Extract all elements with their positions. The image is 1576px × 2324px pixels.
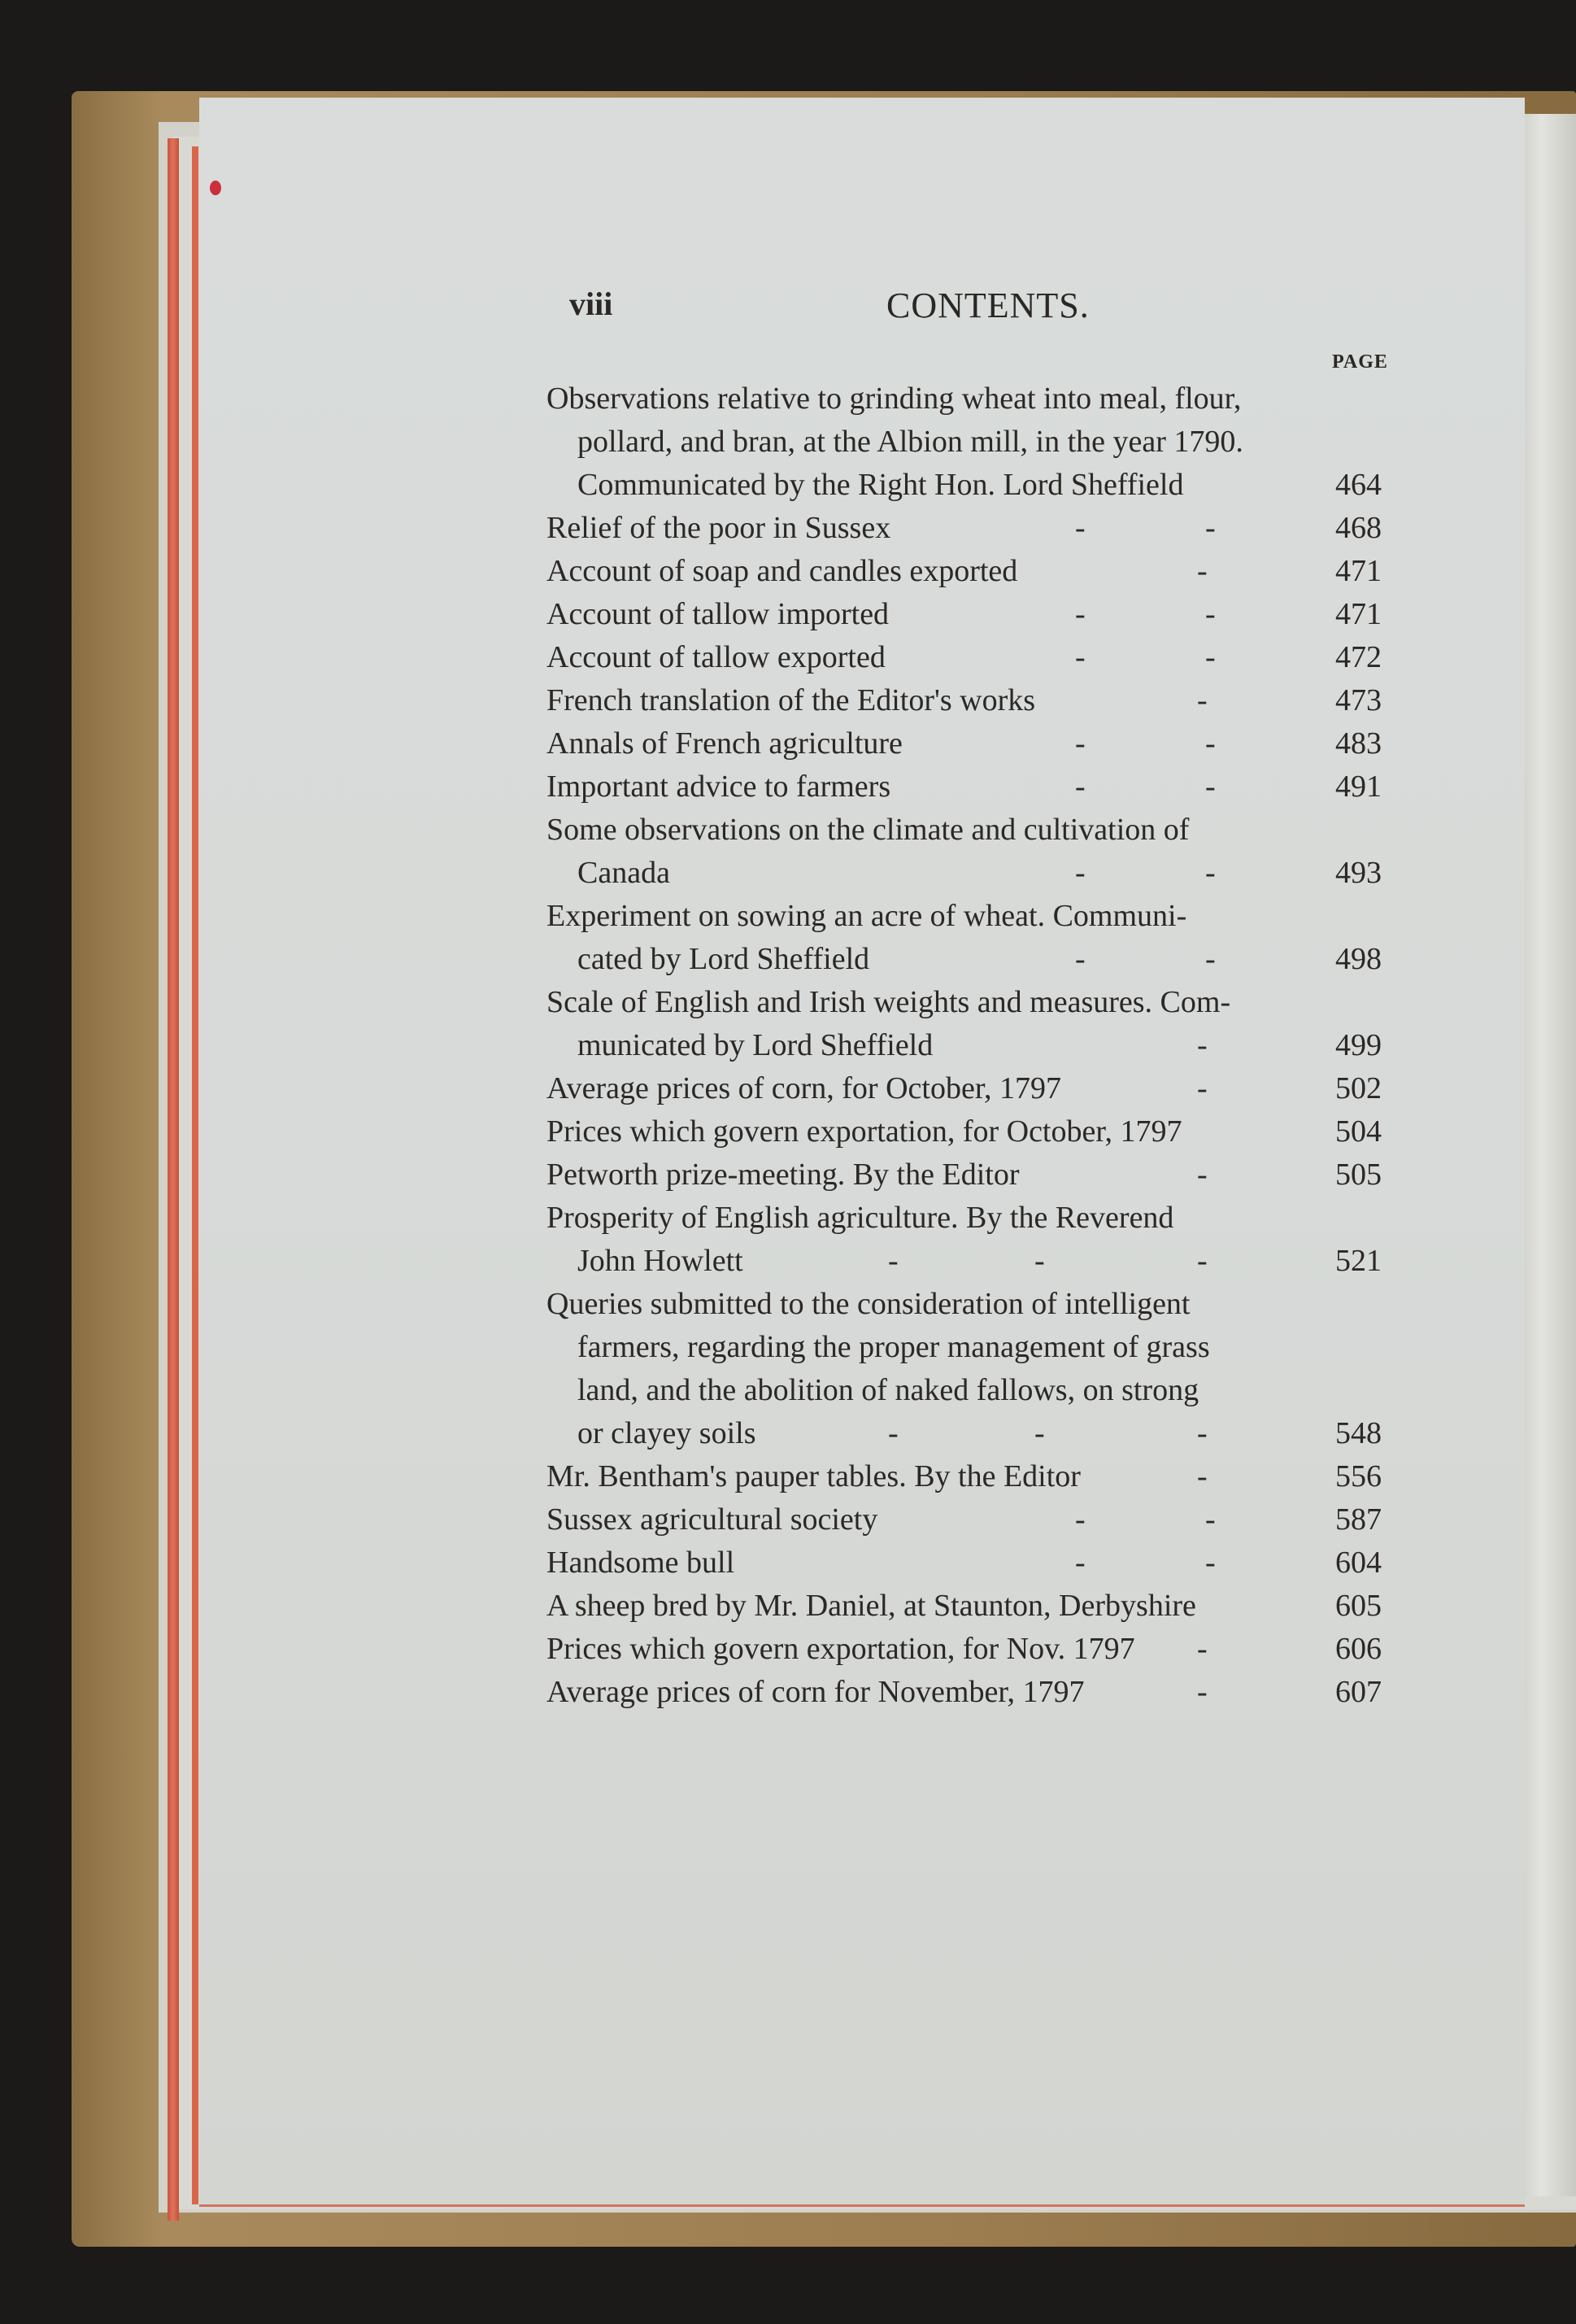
entry-text: Prosperity of English agriculture. By the Reverend [546, 1201, 1174, 1235]
leader-dash: - [1075, 726, 1086, 761]
page-title: CONTENTS. [886, 286, 1090, 325]
entry-text: Account of tallow imported [546, 597, 890, 631]
entry-line [546, 1152, 1408, 1195]
leader-dash: - [1205, 511, 1216, 545]
entry-text: Relief of the poor in Sussex [546, 511, 891, 545]
contents-entry [546, 548, 1408, 591]
contents-entry [546, 1066, 1408, 1109]
entry-line [546, 376, 1408, 419]
facing-page [1519, 114, 1576, 2196]
leader-dash: - [1197, 1416, 1208, 1450]
contents-entry [546, 1583, 1408, 1626]
entry-page-number: 504 [1335, 1114, 1382, 1149]
entry-page-number: 471 [1335, 554, 1382, 588]
page-number: viii [569, 286, 613, 322]
leader-dash: - [888, 1416, 899, 1450]
entry-text: Canada [577, 856, 670, 890]
contents-entry [546, 1454, 1408, 1497]
entry-text: farmers, regarding the proper management of grass [577, 1330, 1210, 1364]
entry-page-number: 498 [1335, 942, 1382, 976]
red-page-edge [192, 146, 198, 2204]
leader-dash: - [1075, 942, 1086, 976]
leader-dash: - [1197, 1244, 1208, 1278]
entry-text: Average prices of corn, for October, 1797 [546, 1071, 1061, 1105]
entry-page-number: 483 [1335, 726, 1382, 761]
entry-text: pollard, and bran, at the Albion mill, in the year 1790. [577, 425, 1243, 459]
entry-line [546, 548, 1408, 591]
entry-line [546, 1281, 1408, 1324]
ink-stain [210, 181, 221, 195]
entry-line [546, 1367, 1408, 1411]
leader-dash: - [1205, 1502, 1216, 1537]
leader-dash: - [1197, 554, 1208, 588]
entry-text: Annals of French agriculture [546, 726, 903, 761]
entry-page-number: 472 [1335, 640, 1382, 674]
entry-line [546, 807, 1408, 850]
entry-page-number: 468 [1335, 511, 1382, 545]
leader-dash: - [1197, 1158, 1208, 1192]
contents-list [546, 376, 1408, 1712]
contents-entry [546, 1669, 1408, 1712]
contents-entry [546, 1109, 1408, 1152]
entry-page-number: 606 [1335, 1632, 1382, 1666]
entry-page-number: 556 [1335, 1459, 1382, 1493]
leader-dash: - [1205, 726, 1216, 761]
contents-entry [546, 1626, 1408, 1669]
leader-dash: - [1197, 1675, 1208, 1709]
entry-page-number: 473 [1335, 683, 1382, 717]
leader-dash: - [1205, 856, 1216, 890]
entry-text: Prices which govern exportation, for October, 1797 [546, 1114, 1182, 1149]
entry-page-number: 502 [1335, 1071, 1382, 1105]
entry-text: Sussex agricultural society [546, 1502, 878, 1537]
entry-line [546, 1411, 1408, 1454]
entry-line [546, 936, 1408, 979]
entry-line [546, 1109, 1408, 1152]
contents-entry [546, 505, 1408, 548]
entry-page-number: 605 [1335, 1589, 1382, 1623]
contents-entry [546, 634, 1408, 678]
leader-dash: - [1075, 1546, 1086, 1580]
leader-dash: - [1197, 1028, 1208, 1062]
entry-page-number: 587 [1335, 1502, 1382, 1537]
entry-line [546, 591, 1408, 634]
entry-line [546, 419, 1408, 462]
contents-entry [546, 376, 1408, 505]
contents-entry [546, 1540, 1408, 1583]
entry-text: Experiment on sowing an acre of wheat. Communi- [546, 899, 1187, 933]
entry-text: Account of soap and candles exported [546, 554, 1018, 588]
entry-text: French translation of the Editor's works [546, 683, 1036, 717]
entry-page-number: 471 [1335, 597, 1382, 631]
entry-text: Prices which govern exportation, for Nov. 1797 [546, 1632, 1135, 1666]
leader-dash: - [888, 1244, 899, 1278]
entry-page-number: 493 [1335, 856, 1382, 890]
entry-text: cated by Lord Sheffield [577, 942, 870, 976]
contents-entry [546, 764, 1408, 807]
leader-dash: - [1075, 640, 1086, 674]
entry-page-number: 505 [1335, 1158, 1382, 1192]
entry-text: Communicated by the Right Hon. Lord Sheffield [577, 468, 1184, 502]
entry-line [546, 1022, 1408, 1066]
entry-line [546, 721, 1408, 764]
leader-dash: - [1197, 683, 1208, 717]
entry-text: Some observations on the climate and cultivation of [546, 813, 1190, 847]
leader-dash: - [1075, 770, 1086, 804]
contents-entry [546, 1281, 1408, 1454]
leader-dash: - [1075, 1502, 1086, 1537]
leader-dash: - [1075, 511, 1086, 545]
entry-line [546, 1195, 1408, 1238]
contents-entry [546, 893, 1408, 979]
leader-dash: - [1205, 942, 1216, 976]
entry-page-number: 499 [1335, 1028, 1382, 1062]
entry-page-number: 604 [1335, 1546, 1382, 1580]
leader-dash: - [1075, 597, 1086, 631]
leader-dash: - [1197, 1632, 1208, 1666]
leader-dash: - [1205, 770, 1216, 804]
contents-entry [546, 591, 1408, 634]
entry-text: Queries submitted to the consideration of intelligent [546, 1287, 1191, 1321]
entry-line [546, 764, 1408, 807]
entry-text: Important advice to farmers [546, 770, 891, 804]
entry-line [546, 1669, 1408, 1712]
leader-dash: - [1205, 597, 1216, 631]
contents-entry [546, 1497, 1408, 1540]
entry-text: Scale of English and Irish weights and measures. Com- [546, 985, 1231, 1019]
entry-text: or clayey soils [577, 1416, 756, 1450]
leader-dash: - [1197, 1071, 1208, 1105]
entry-text: Petworth prize-meeting. By the Editor [546, 1158, 1020, 1192]
entry-line [546, 1583, 1408, 1626]
entry-text: Mr. Bentham's pauper tables. By the Editor [546, 1459, 1081, 1493]
leader-dash: - [1205, 1546, 1216, 1580]
entry-line [546, 1540, 1408, 1583]
entry-line [546, 1066, 1408, 1109]
contents-entry [546, 721, 1408, 764]
contents-entry [546, 979, 1408, 1066]
contents-entry [546, 1152, 1408, 1195]
entry-line [546, 678, 1408, 721]
entry-line [546, 1454, 1408, 1497]
red-page-edge [168, 138, 179, 2221]
leader-dash: - [1034, 1416, 1045, 1450]
entry-page-number: 521 [1335, 1244, 1382, 1278]
entry-line [546, 979, 1408, 1022]
entry-text: municated by Lord Sheffield [577, 1028, 934, 1062]
entry-page-number: 491 [1335, 770, 1382, 804]
entry-text: John Howlett [577, 1244, 743, 1278]
entry-line [546, 634, 1408, 678]
leader-dash: - [1205, 640, 1216, 674]
contents-entry [546, 678, 1408, 721]
contents-entry [546, 807, 1408, 893]
entry-page-number: 548 [1335, 1416, 1382, 1450]
entry-line [546, 850, 1408, 893]
entry-text: land, and the abolition of naked fallows, on strong [577, 1373, 1199, 1407]
page-header [569, 285, 1399, 334]
entry-text: A sheep bred by Mr. Daniel, at Staunton, Derbyshire [546, 1589, 1196, 1623]
entry-page-number: 464 [1335, 468, 1382, 502]
entry-line [546, 1238, 1408, 1281]
entry-line [546, 505, 1408, 548]
entry-page-number: 607 [1335, 1675, 1382, 1709]
contents-entry [546, 1195, 1408, 1281]
page-column-header: PAGE [1332, 351, 1388, 373]
entry-line [546, 1497, 1408, 1540]
leader-dash: - [1197, 1459, 1208, 1493]
entry-text: Observations relative to grinding wheat into meal, flour, [546, 382, 1242, 416]
entry-line [546, 1626, 1408, 1669]
leader-dash: - [1034, 1244, 1045, 1278]
entry-text: Average prices of corn for November, 1797 [546, 1675, 1085, 1709]
entry-line [546, 1324, 1408, 1367]
entry-text: Account of tallow exported [546, 640, 886, 674]
entry-text: Handsome bull [546, 1546, 735, 1580]
leader-dash: - [1075, 856, 1086, 890]
entry-line [546, 893, 1408, 936]
entry-line [546, 462, 1408, 505]
